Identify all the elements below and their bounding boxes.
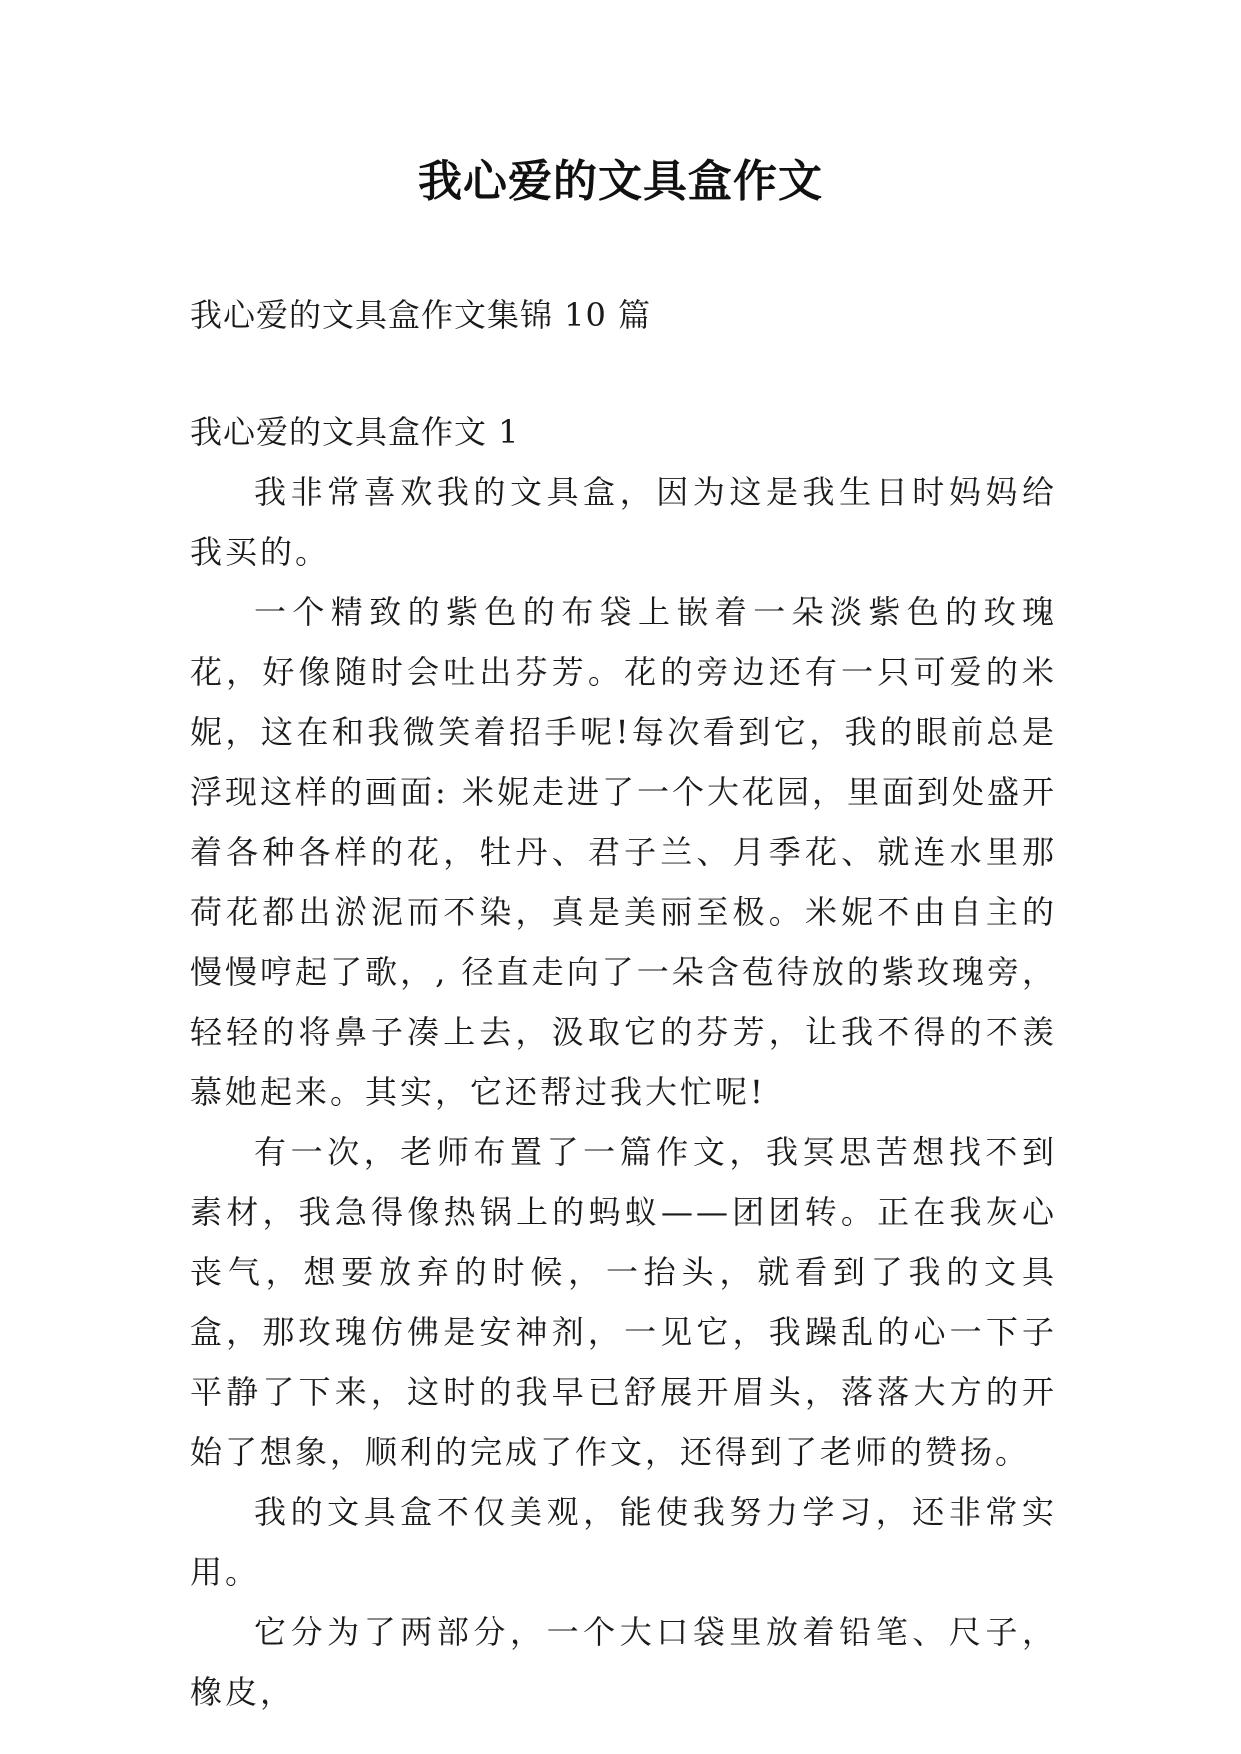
document-title: 我心爱的文具盒作文 <box>418 156 823 207</box>
paragraph-2: 一个精致的紫色的布袋上嵌着一朵淡紫色的玫瑰花，好像随时会吐出芬芳。花的旁边还有一只可爱的米妮，这在和我微笑着招手呢!每次看到它，我的眼前总是浮现这样的画面: 米妮走进了一个大花园，里面到处盛开着各种各样的花，牡丹、君子兰、月季花、就连水里那荷花都出淤泥而不染，真是美丽至极。米妮不由自主的慢慢哼起了歌，, 径直走向了一朵含苞待放的紫玫瑰旁，轻轻的将鼻子凑上去，汲取它的芬芳，让我不得的不羡慕她起来。其实，它还帮过我大忙呢! <box>190 593 1057 1111</box>
essay-heading: 我心爱的文具盒作文 1 <box>190 413 520 451</box>
collection-subtitle: 我心爱的文具盒作文集锦 10 篇 <box>190 296 652 334</box>
paragraph-4: 我的文具盒不仅美观，能使我努力学习，还非常实用。 <box>190 1493 1057 1591</box>
essay-body <box>190 402 1057 1722</box>
paragraph-3: 有一次，老师布置了一篇作文，我冥思苦想找不到素材，我急得像热锅上的蚂蚁——团团转。正在我灰心丧气，想要放弃的时候，一抬头，就看到了我的文具盒，那玫瑰仿佛是安神剂，一见它，我躁乱的心一下子平静了下来，这时的我早已舒展开眉头，落落大方的开始了想象，顺利的完成了作文，还得到了老师的赞扬。 <box>190 1133 1057 1471</box>
paragraph-1: 我非常喜欢我的文具盒，因为这是我生日时妈妈给我买的。 <box>190 473 1057 571</box>
paragraph-5: 它分为了两部分，一个大口袋里放着铅笔、尺子，橡皮， <box>190 1613 1057 1711</box>
